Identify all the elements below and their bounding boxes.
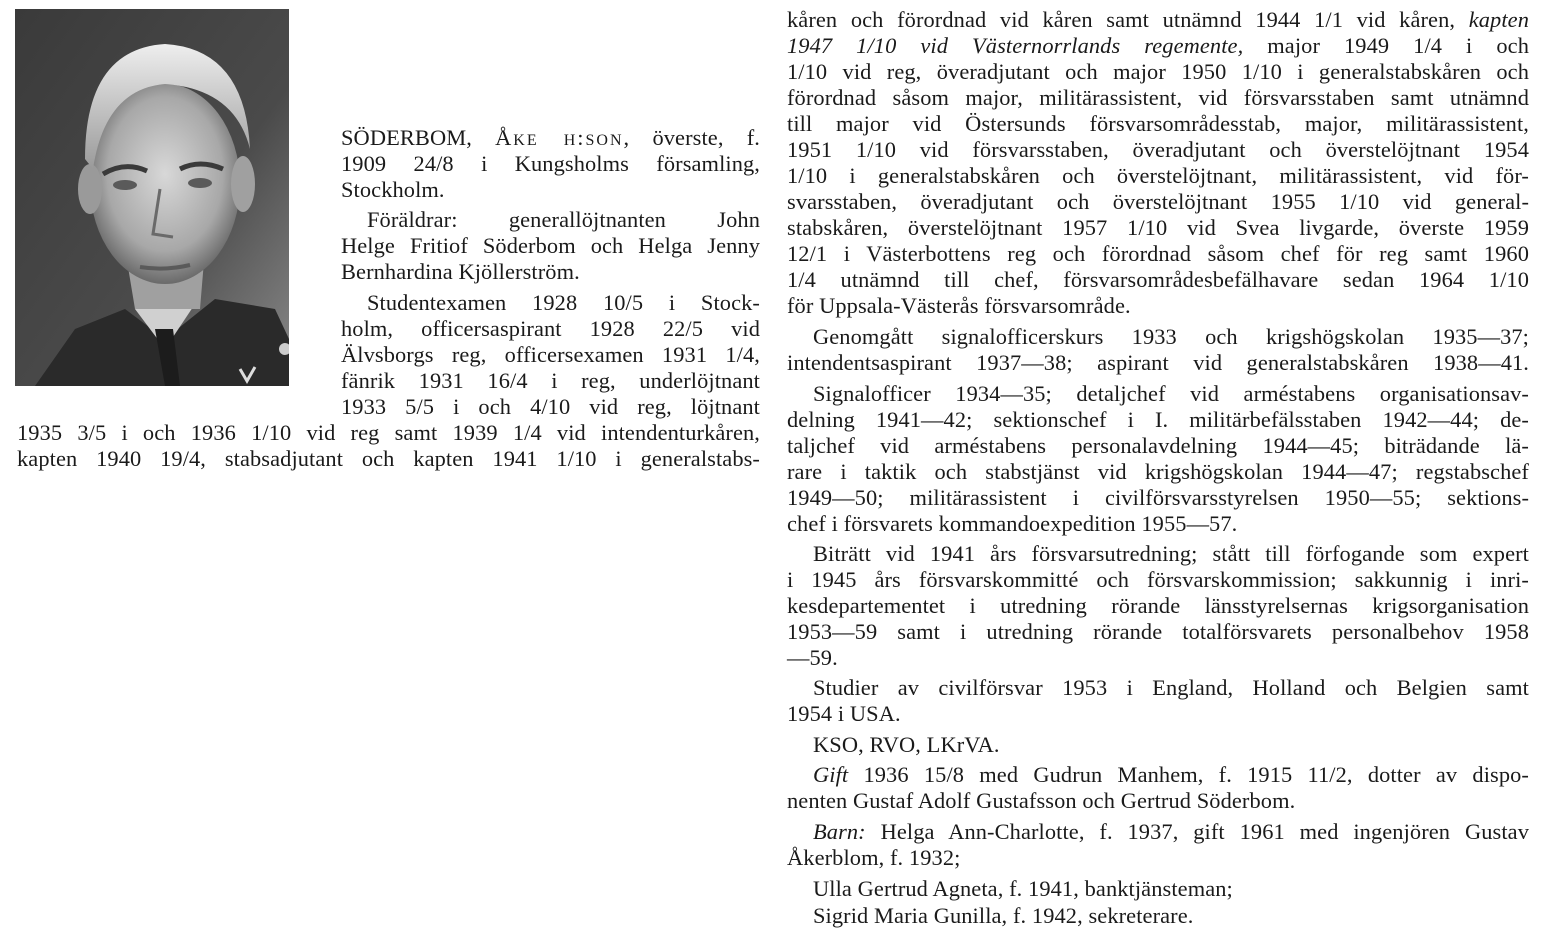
career-cont-italic: kapten — [1468, 7, 1529, 32]
studies-line-1: Studier av civilförsvar 1953 i England, Holland och Belgien samt — [813, 675, 1529, 700]
assignments-line-1: Signalofficer 1934—35; detaljchef vid arméstabens organisationsav- — [813, 381, 1529, 406]
marriage-line-2: nenten Gustaf Adolf Gustafsson och Gertrud Söderbom. — [787, 788, 1296, 813]
education-line-1: Genomgått signalofficerskurs 1933 och krigshögskolan 1935—37; — [813, 324, 1529, 349]
career-cont-line-7: 1/10 i generalstabskåren och överstelöjtnant, militärassistent, vid för- — [787, 163, 1529, 188]
commissions-line-3: kesdepartementet i utredning rörande länsstyrelsernas krigsorganisation — [787, 593, 1529, 618]
career-line-6: 1935 3/5 i och 1936 1/10 vid reg samt 1939 1/4 vid intendenturkåren, — [17, 420, 760, 445]
entry-surname: SÖDERBOM, — [341, 125, 472, 150]
parents-line-2: Helge Fritiof Söderbom och Helga Jenny — [341, 233, 760, 258]
entry-heading-line-2: 1909 24/8 i Kungsholms församling, — [341, 151, 760, 176]
children-line-3: Ulla Gertrud Agneta, f. 1941, banktjänsteman; — [813, 876, 1233, 901]
career-line-4: fänrik 1931 16/4 i reg, underlöjtnant — [341, 368, 760, 393]
assignments-line-3: taljchef vid arméstabens personalavdelning 1944—45; biträdande lä- — [787, 433, 1529, 458]
assignments-line-4: rare i taktik och stabstjänst vid krigshögskolan 1944—47; regstabschef — [787, 459, 1529, 484]
career-cont-line-11: 1/4 utnämnd till chef, försvarsområdesbefälhavare sedan 1964 1/10 — [787, 267, 1529, 292]
marriage-label: Gift — [813, 762, 849, 787]
career-cont-line-3: 1/10 vid reg, överadjutant och major 1950 1/10 i generalstabskåren och — [787, 59, 1529, 84]
commissions-line-5: —59. — [787, 645, 838, 670]
career-cont-line-12: för Uppsala-Västerås försvarsområde. — [787, 293, 1131, 318]
career-line-1: Studentexamen 1928 10/5 i Stock- — [367, 290, 760, 315]
commissions-line-2: i 1945 års försvarskommitté och försvarskommission; sakkunnig i inri- — [787, 567, 1529, 592]
orders-line: KSO, RVO, LKrVA. — [813, 732, 1000, 757]
children-text: Helga Ann-Charlotte, f. 1937, gift 1961 med ingenjören Gustav — [865, 819, 1529, 844]
career-line-5: 1933 5/5 i och 4/10 vid reg, löjtnant — [341, 394, 760, 419]
commissions-line-4: 1953—59 samt i utredning rörande totalförsvarets personalbehov 1958 — [787, 619, 1529, 644]
assignments-line-6: chef i försvarets kommandoexpedition 1955—57. — [787, 511, 1238, 536]
career-line-7: kapten 1940 19/4, stabsadjutant och kapten 1941 1/10 i generalstabs- — [17, 446, 760, 471]
entry-heading-line-1 — [341, 125, 760, 151]
marriage-text: 1936 15/8 med Gudrun Manhem, f. 1915 11/2, dotter av dispo- — [848, 762, 1529, 787]
entry-given-names: Åke h:son — [495, 125, 624, 150]
parents-line-1: Föräldrar: generallöjtnanten John — [367, 207, 760, 232]
career-line-3: Älvsborgs reg, officersexamen 1931 1/4, — [341, 342, 760, 367]
children-label: Barn: — [813, 819, 866, 844]
career-cont-line-10: 12/1 i Västerbottens reg och förordnad såsom chef för reg samt 1960 — [787, 241, 1529, 266]
commissions-line-1: Biträtt vid 1941 års försvarsutredning; stått till förfogande som expert — [813, 541, 1529, 566]
studies-line-2: 1954 i USA. — [787, 701, 901, 726]
marriage-line-1 — [813, 762, 1529, 788]
career-cont-line-9: stabskåren, överstelöjtnant 1957 1/10 vid Svea livgarde, överste 1959 — [787, 215, 1529, 240]
children-line-4: Sigrid Maria Gunilla, f. 1942, sekreterare. — [813, 903, 1194, 928]
career-cont-line-1 — [787, 7, 1529, 33]
portrait-illustration — [15, 9, 289, 386]
assignments-line-2: delning 1941—42; sektionschef i I. militärbefälsstaben 1942—44; de- — [787, 407, 1529, 432]
career-cont-line-5: till major vid Östersunds försvarsområdesstab, major, militärassistent, — [787, 111, 1529, 136]
career-cont-italic: 1947 1/10 vid Västernorrlands regemente, — [787, 33, 1244, 58]
career-cont-line-2 — [787, 33, 1529, 59]
career-cont-text: kåren och förordnad vid kåren samt utnämnd 1944 1/1 vid kåren, — [787, 7, 1469, 32]
children-line-2: Åkerblom, f. 1932; — [787, 845, 961, 870]
assignments-line-5: 1949—50; militärassistent i civilförsvarsstyrelsen 1950—55; sektions- — [787, 485, 1529, 510]
entry-heading-rest: , överste, f. — [623, 125, 760, 150]
career-cont-line-6: 1951 1/10 vid försvarsstaben, överadjutant och överstelöjtnant 1954 — [787, 137, 1529, 162]
career-cont-line-8: svarsstaben, överadjutant och överstelöjtnant 1955 1/10 vid general- — [787, 189, 1529, 214]
education-line-2: intendentsaspirant 1937—38; aspirant vid generalstabskåren 1938—41. — [787, 350, 1529, 375]
portrait-photo — [15, 9, 289, 386]
career-line-2: holm, officersaspirant 1928 22/5 vid — [341, 316, 760, 341]
entry-heading-line-3: Stockholm. — [341, 177, 445, 202]
children-line-1 — [813, 819, 1529, 845]
career-cont-line-4: förordnad såsom major, militärassistent, vid försvarsstaben samt utnämnd — [787, 85, 1529, 110]
parents-line-3: Bernhardina Kjöllerström. — [341, 259, 580, 284]
career-cont-text: major 1949 1/4 i och — [1243, 33, 1529, 58]
